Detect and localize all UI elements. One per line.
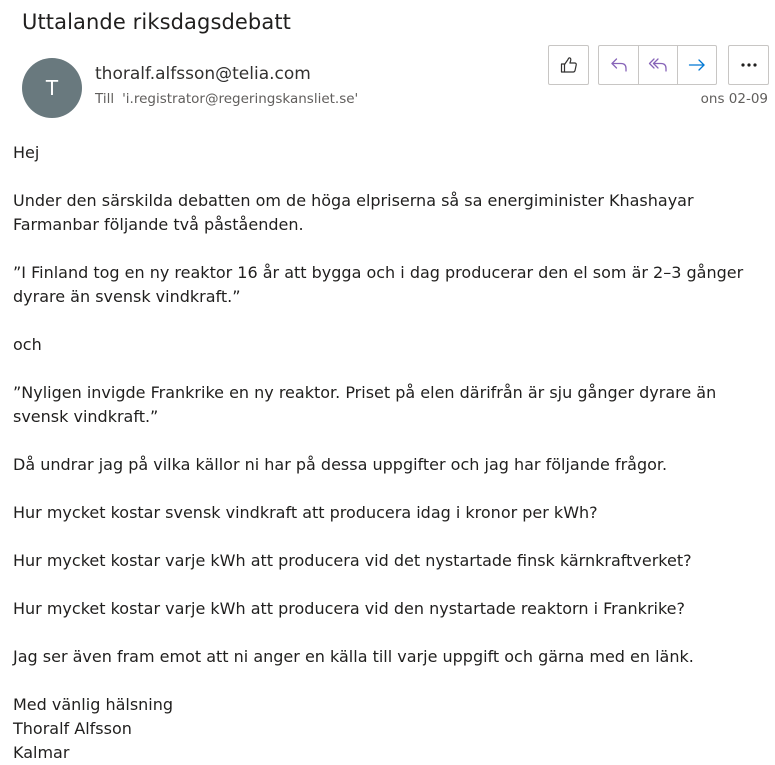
recipient-line xyxy=(95,91,358,107)
body-paragraph: Under den särskilda debatten om de höga elpriserna så sa energiminister Khashayar Farmanbar följande två påståenden. xyxy=(13,191,694,234)
question-france: Hur mycket kostar varje kWh att producera vid den nystartade reaktorn i Frankrike? xyxy=(13,599,685,618)
reply-button-group xyxy=(598,45,717,85)
like-button-group xyxy=(548,45,589,85)
thumbs-up-icon xyxy=(559,55,579,75)
quote-france: ”Nyligen invigde Frankrike en ny reaktor. Priset på elen därifrån är sju gånger dyrare än svensk vindkraft.” xyxy=(13,383,717,426)
signature-city: Kalmar xyxy=(13,743,70,762)
body-paragraph: och xyxy=(13,335,42,354)
reply-all-icon xyxy=(648,55,668,75)
forward-button[interactable] xyxy=(677,46,716,84)
body-paragraph: Jag ser även fram emot att ni anger en källa till varje uppgift och gärna med en länk. xyxy=(13,647,694,666)
forward-icon xyxy=(687,55,707,75)
avatar[interactable] xyxy=(22,58,82,118)
more-icon xyxy=(739,55,759,75)
signature-name: Thoralf Alfsson xyxy=(13,719,132,738)
body-paragraph: Då undrar jag på vilka källor ni har på dessa uppgifter och jag har följande frågor. xyxy=(13,455,668,474)
email-date: ons 02-09 xyxy=(700,91,768,107)
sender-address[interactable]: thoralf.alfsson@telia.com xyxy=(95,64,311,84)
reply-all-button[interactable] xyxy=(638,46,677,84)
email-subject: Uttalande riksdagsdebatt xyxy=(22,10,292,34)
like-button[interactable] xyxy=(549,46,588,84)
avatar-initial: T xyxy=(45,76,59,100)
more-button-group xyxy=(728,45,769,85)
closing: Med vänlig hälsning xyxy=(13,695,174,714)
more-actions-button[interactable] xyxy=(729,46,768,84)
reply-button[interactable] xyxy=(599,46,638,84)
greeting: Hej xyxy=(13,143,40,162)
quote-finland: ”I Finland tog en ny reaktor 16 år att bygga och i dag producerar den el som är 2–3 gånger dyrare än svensk vindkraft.” xyxy=(13,263,744,306)
question-finland: Hur mycket kostar varje kWh att producera vid det nystartade finsk kärnkraftverket? xyxy=(13,551,692,570)
email-body xyxy=(13,141,770,765)
recipient-address[interactable]: 'i.registrator@regeringskansliet.se' xyxy=(122,91,359,107)
question-wind: Hur mycket kostar svensk vindkraft att producera idag i kronor per kWh? xyxy=(13,503,598,522)
reply-icon xyxy=(609,55,629,75)
to-label: Till xyxy=(95,91,115,107)
